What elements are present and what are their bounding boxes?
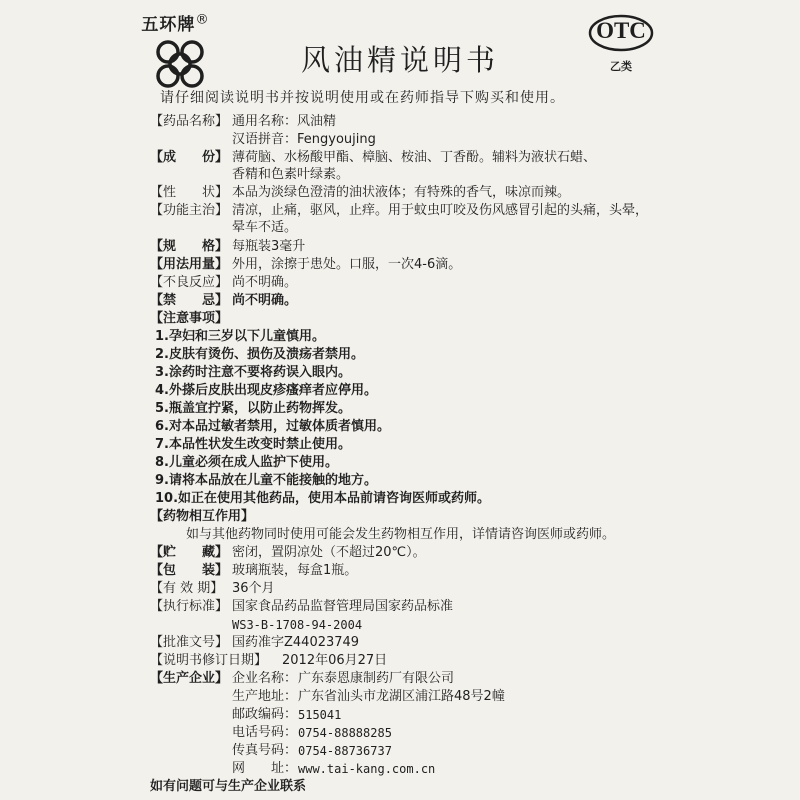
mfr-name: 广东泰恩康制药厂有限公司 — [298, 671, 455, 686]
mfr-web-label: 网 址： — [232, 761, 298, 776]
caution-item: 10.如正在使用其他药品，使用本品前请咨询医师或药师。 — [155, 491, 491, 506]
indication-line-1: 清凉，止痛，驱风，止痒。用于蚊虫叮咬及伤风感冒引起的头痛，头晕， — [232, 203, 649, 218]
mfr-web: www.tai-kang.com.cn — [298, 762, 436, 776]
indication-label: 【功能主治】 — [150, 203, 229, 218]
storage-label: 【贮 藏】 — [150, 545, 229, 560]
contra-text: 尚不明确。 — [232, 293, 298, 308]
name-common: 通用名称：风油精 — [232, 114, 337, 129]
revision-label: 【说明书修订日期】 — [150, 653, 268, 668]
caution-label: 【注意事项】 — [150, 311, 229, 326]
caution-item: 2.皮肤有烫伤、损伤及溃疡者禁用。 — [155, 347, 364, 362]
caution-item: 8.儿童必须在成人监护下使用。 — [155, 455, 338, 470]
caution-item: 6.对本品过敏者禁用，过敏体质者慎用。 — [155, 419, 390, 434]
usage-text: 外用，涂擦于患处。口服，一次4-6滴。 — [232, 257, 462, 272]
approval-label: 【批准文号】 — [150, 635, 229, 650]
mfr-zip: 515041 — [298, 708, 342, 722]
standard-line-1: 国家食品药品监督管理局国家药品标准 — [232, 599, 454, 614]
mfr-zip-label: 邮政编码： — [232, 707, 298, 722]
properties-label: 【性 状】 — [150, 185, 229, 200]
revision-text: 2012年06月27日 — [282, 653, 388, 668]
caution-item: 1.孕妇和三岁以下儿童慎用。 — [155, 329, 325, 344]
usage-label: 【用法用量】 — [150, 257, 229, 272]
mfr-tel-label: 电话号码： — [232, 725, 298, 740]
mfr-fax: 0754-88736737 — [298, 744, 392, 758]
ingredients-label: 【成 份】 — [150, 150, 229, 165]
storage-text: 密闭，置阴凉处（不超过20℃）。 — [232, 545, 426, 560]
caution-item: 4.外搽后皮肤出现皮疹瘙痒者应停用。 — [155, 383, 377, 398]
footer-note: 如有问题可与生产企业联系 — [150, 779, 307, 794]
otc-label: OTC — [596, 18, 646, 43]
caution-item: 3.涂药时注意不要将药误入眼内。 — [155, 365, 351, 380]
manufacturer-label: 【生产企业】 — [150, 671, 229, 686]
brand-name: 五环牌 — [141, 15, 196, 35]
mfr-name-label: 企业名称： — [232, 671, 298, 686]
brand — [140, 10, 210, 35]
mfr-addr: 广东省汕头市龙湖区浦江路48号2幢 — [298, 689, 505, 704]
standard-line-2: WS3-B-1708-94-2004 — [232, 618, 363, 632]
approval-text: 国药准字Z44023749 — [232, 635, 360, 650]
ingredients-line-2: 香精和色素叶绿素。 — [232, 167, 350, 182]
properties-text: 本品为淡绿色澄清的油状液体；有特殊的香气，味凉而辣。 — [232, 185, 571, 200]
name-label: 【药品名称】 — [150, 114, 229, 129]
spec-text: 每瓶装3毫升 — [232, 239, 306, 254]
adverse-text: 尚不明确。 — [232, 275, 298, 290]
otc-class: 乙类 — [610, 60, 632, 73]
interaction-text: 如与其他药物同时使用可能会发生药物相互作用，详情请咨询医师或药师。 — [186, 527, 616, 542]
package-text: 玻璃瓶装，每盒1瓶。 — [232, 563, 358, 578]
caution-item: 7.本品性状发生改变时禁止使用。 — [155, 437, 351, 452]
caution-item: 5.瓶盖宜拧紧，以防止药物挥发。 — [155, 401, 351, 416]
brand-registered-mark: ® — [195, 12, 209, 28]
ingredients-line-1: 薄荷脑、水杨酸甲酯、樟脑、桉油、丁香酚。辅料为液状石蜡、 — [232, 150, 597, 165]
subtitle: 请仔细阅读说明书并按说明使用或在药师指导下购买和使用。 — [160, 90, 565, 106]
document-title: 风油精说明书 — [300, 43, 499, 77]
package-label: 【包 装】 — [150, 563, 229, 578]
validity-label: 【有 效 期】 — [150, 581, 224, 596]
mfr-addr-label: 生产地址： — [232, 689, 298, 704]
name-pinyin: 汉语拼音：Fengyoujing — [232, 132, 376, 147]
adverse-label: 【不良反应】 — [150, 275, 229, 290]
contra-label: 【禁 忌】 — [150, 293, 229, 308]
spec-label: 【规 格】 — [150, 239, 229, 254]
interaction-label: 【药物相互作用】 — [150, 509, 255, 524]
mfr-fax-label: 传真号码： — [232, 743, 298, 758]
standard-label: 【执行标准】 — [150, 599, 229, 614]
caution-item: 9.请将本品放在儿童不能接触的地方。 — [155, 473, 377, 488]
validity-text: 36个月 — [232, 581, 275, 596]
mfr-tel: 0754-88888285 — [298, 726, 392, 740]
indication-line-2: 晕车不适。 — [232, 220, 298, 235]
